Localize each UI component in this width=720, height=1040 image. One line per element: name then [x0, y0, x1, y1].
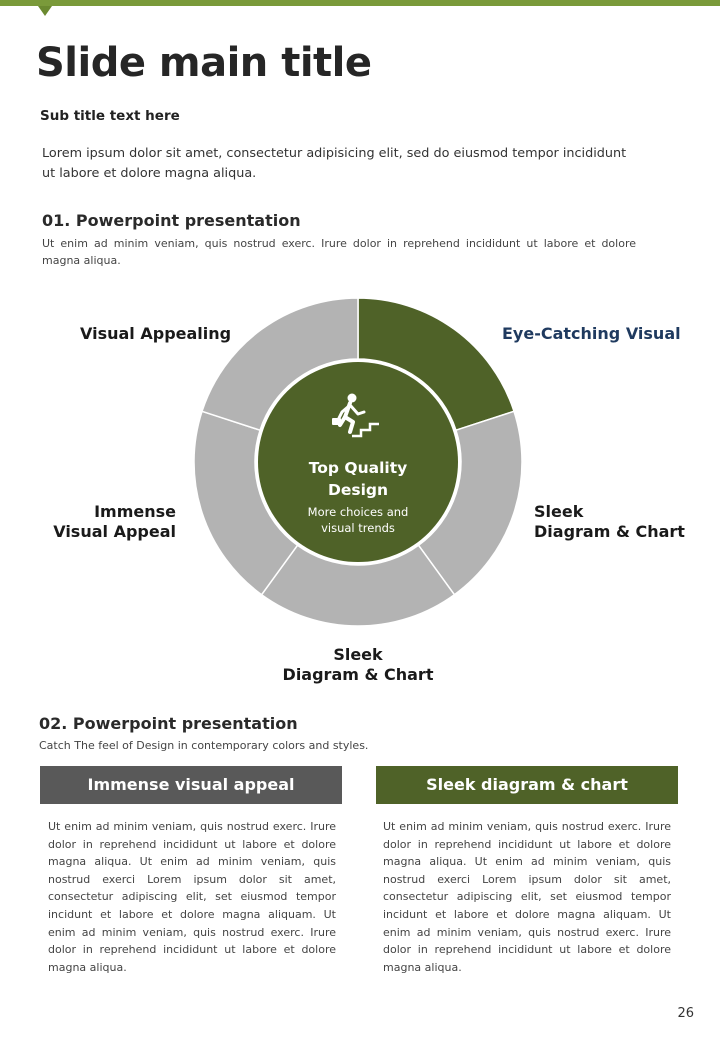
label-right-line1: Sleek [534, 502, 584, 521]
label-bottom-line2: Diagram & Chart [282, 665, 434, 684]
column1-text: Ut enim ad minim veniam, quis nostrud exerc. Irure dolor in reprehend incididunt ut labore et dolore magna aliqua. Ut enim ad minim veniam, quis nostrud exerci Lorem ipsum dolor sit amet, consectetur adipiscing elit, set eiusmod tempor incidunt et labore et dolore magna aliquam. Ut enim ad minim veniam, quis nostrud exerc. Irure dolor in reprehend incididunt ut labore et dolore magna aliqua. [48, 820, 336, 974]
top-accent-notch [38, 6, 52, 16]
column2-text: Ut enim ad minim veniam, quis nostrud exerc. Irure dolor in reprehend incididunt ut labore et dolore magna aliqua. Ut enim ad minim veniam, quis nostrud exerci Lorem ipsum dolor sit amet, consectetur adipiscing elit, set eiusmod tempor incidunt et labore et dolore magna aliquam. Ut enim ad minim veniam, quis nostrud exerc. Irure dolor in reprehend incididunt ut labore et dolore magna aliqua. [383, 820, 671, 974]
label-left-line1: Immense [94, 502, 176, 521]
label-immense-visual-appeal [52, 502, 176, 542]
column2-header: Sleek diagram & chart [376, 766, 678, 804]
label-visual-appealing: Visual Appealing [80, 324, 232, 343]
label-left-line2: Visual Appeal [53, 522, 176, 541]
column1-header: Immense visual appeal [40, 766, 342, 804]
page-title: Slide main title [36, 40, 372, 86]
page-number: 26 [677, 1006, 694, 1021]
ring-diagram [190, 292, 530, 634]
label-eye-catching-visual: Eye-Catching Visual [502, 324, 681, 343]
center-title-line1: Top Quality [308, 459, 408, 477]
center-subtitle-line1: More choices and [307, 505, 409, 519]
center-subtitle-line2: visual trends [321, 521, 395, 535]
center-title-line2: Design [327, 481, 389, 499]
section1-title: 01. Powerpoint presentation [42, 211, 301, 230]
section2-title: 02. Powerpoint presentation [39, 714, 298, 733]
label-right-line2: Diagram & Chart [534, 522, 685, 541]
intro-paragraph: Lorem ipsum dolor sit amet, consectetur adipisicing elit, sed do eiusmod tempor incididunt ut labore et dolore magna aliqua. [42, 146, 627, 181]
section1-text: Ut enim ad minim veniam, quis nostrud exerc. Irure dolor in reprehend incididunt ut labore et dolore magna aliqua. [42, 237, 636, 267]
section2-text: Catch The feel of Design in contemporary colors and styles. [39, 739, 369, 752]
top-accent-bar [0, 0, 720, 6]
label-bottom-line1: Sleek [333, 645, 383, 664]
label-sleek-diagram-bottom [278, 645, 438, 685]
label-sleek-diagram-right [534, 502, 685, 542]
page-subtitle: Sub title text here [40, 108, 180, 124]
